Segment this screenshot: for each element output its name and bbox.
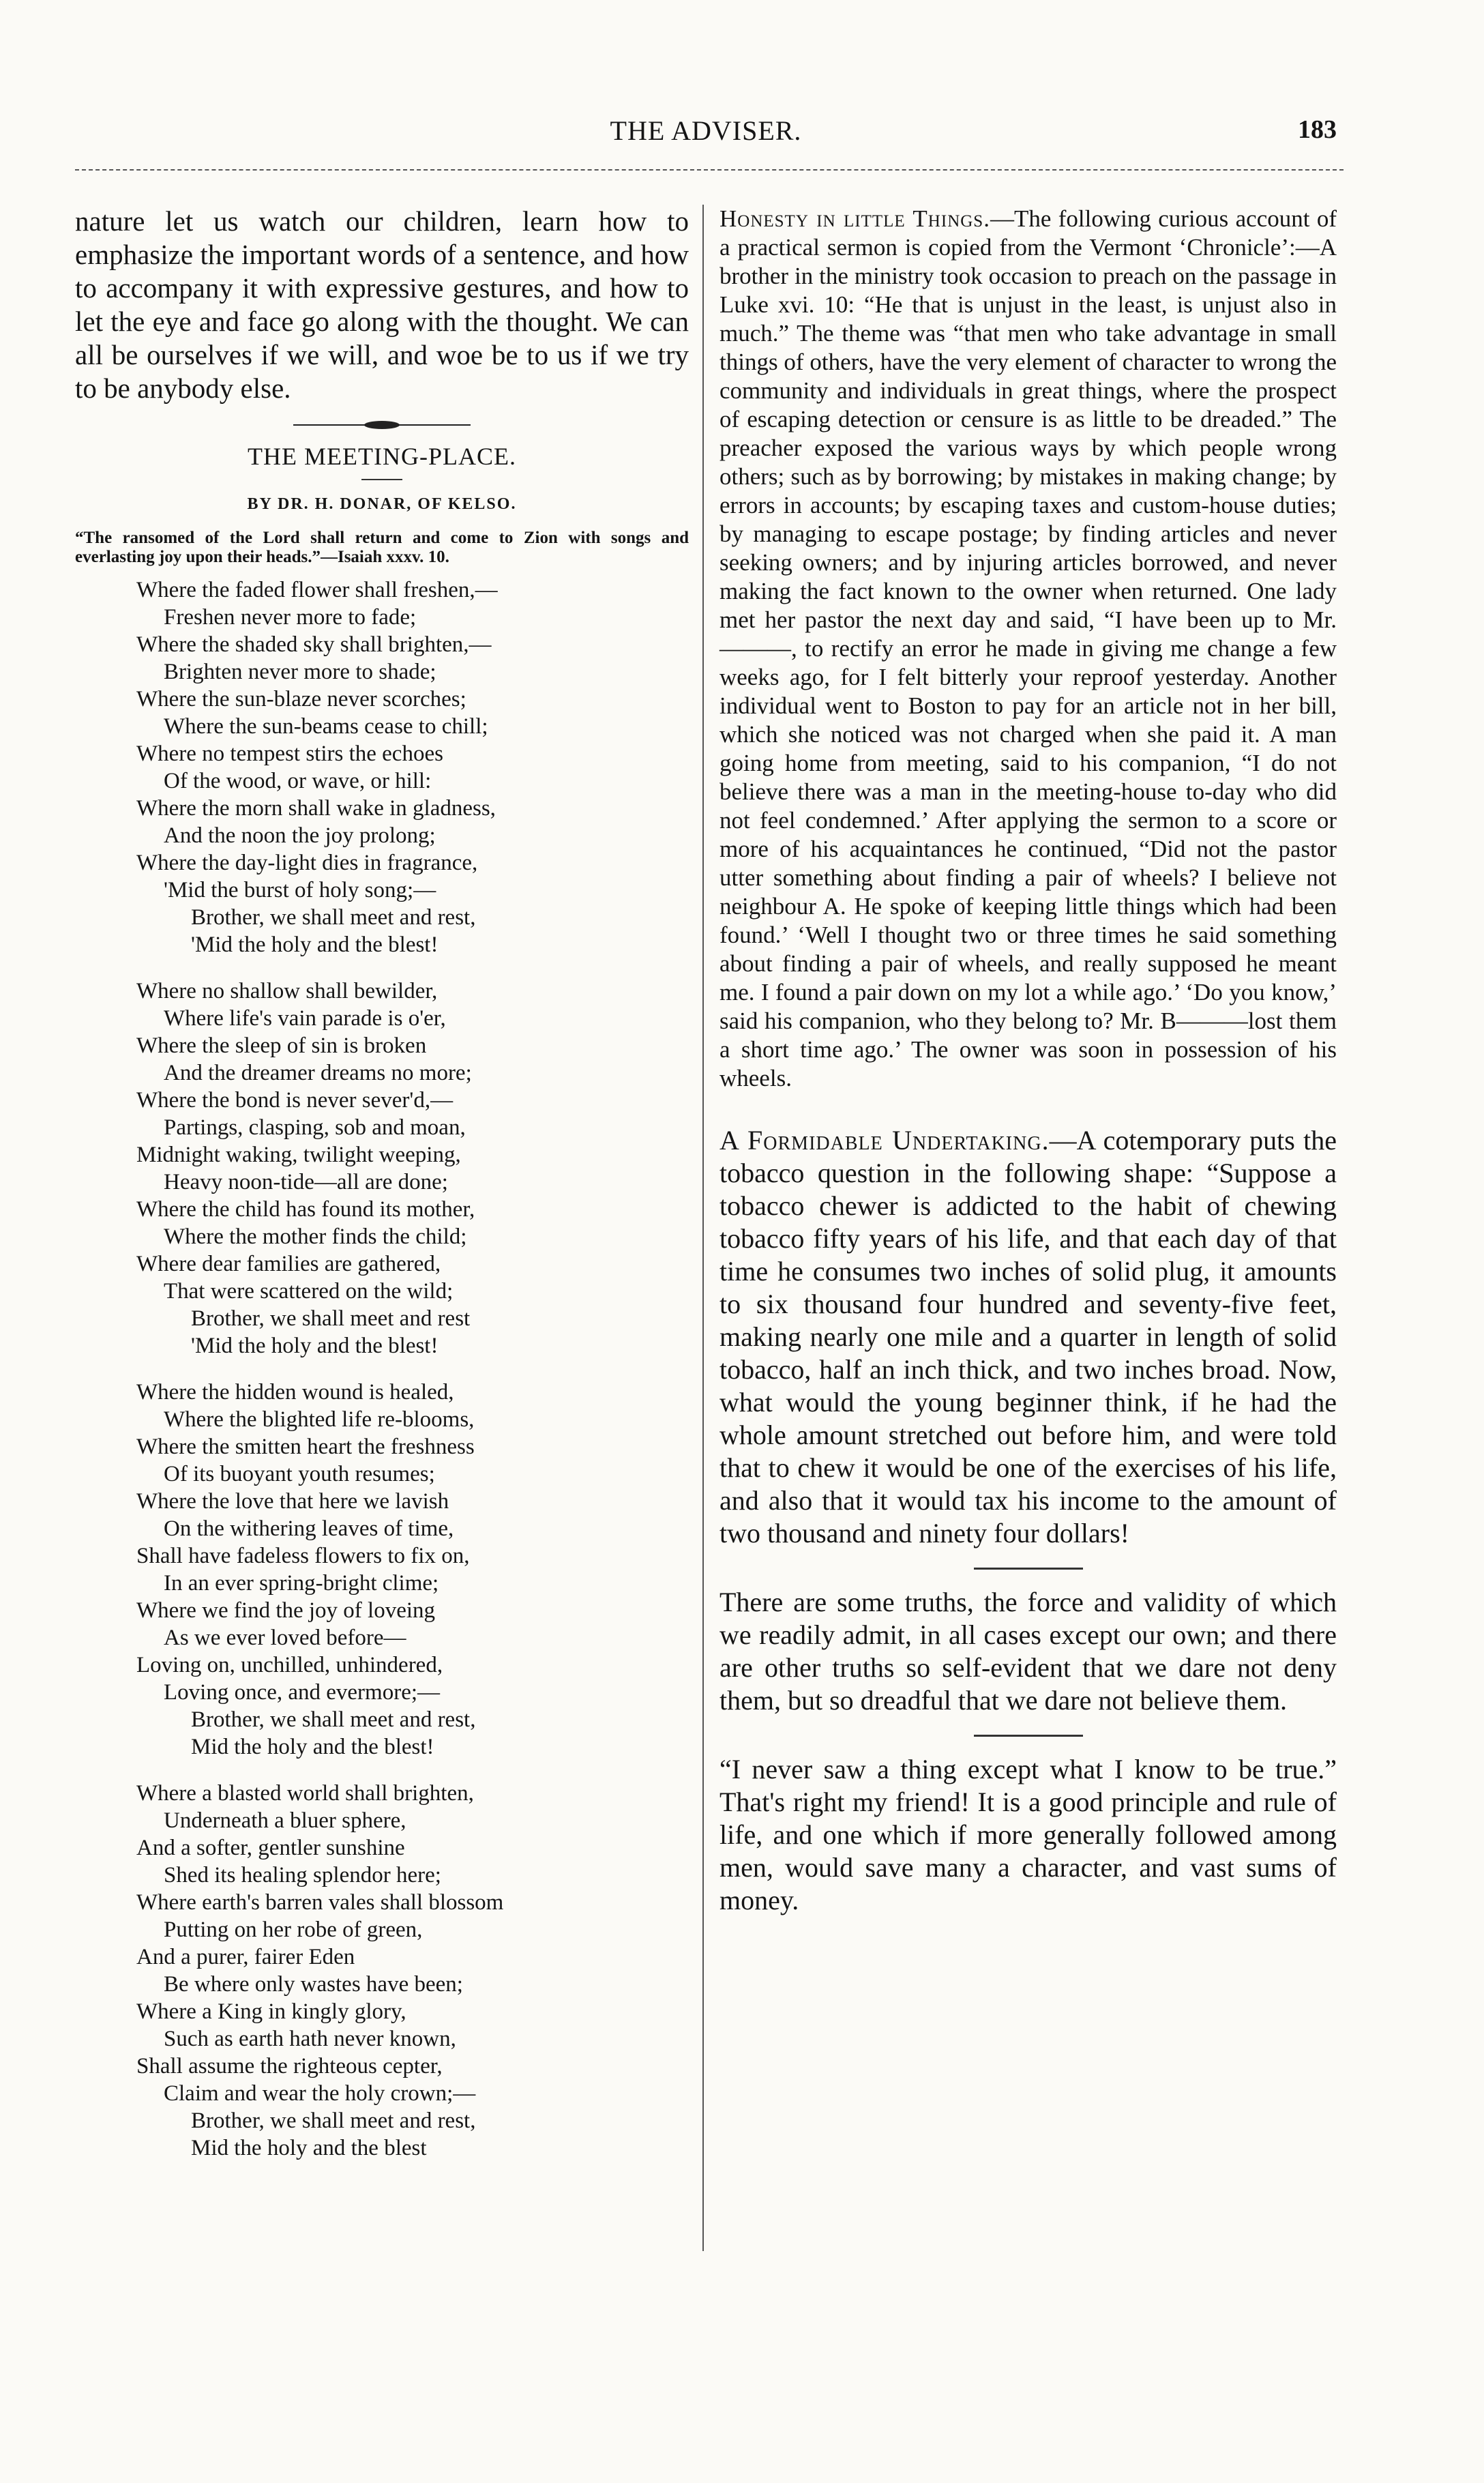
title-rule <box>361 479 402 480</box>
poem-line: Of its buoyant youth resumes; <box>164 1462 435 1486</box>
poem-line: Where the day-light dies in fragrance, <box>136 851 478 875</box>
poem-line: Where a blasted world shall brighten, <box>136 1781 474 1806</box>
column-divider <box>702 205 704 2251</box>
poem-line: Shed its healing splendor here; <box>164 1863 441 1887</box>
poem-line: Where life's vain parade is o'er, <box>164 1006 446 1031</box>
poem-stanza-2 <box>75 978 689 1360</box>
poem-refrain-line: 'Mid the holy and the blest! <box>191 1334 439 1358</box>
poem-line: Where the hidden wound is healed, <box>136 1380 454 1405</box>
poem-line: Where a King in kingly glory, <box>136 1999 406 2024</box>
poem-line: And the noon the joy prolong; <box>164 823 436 848</box>
poem-line: Where we find the joy of loveing <box>136 1598 436 1623</box>
poem-line: Where the sun-beams cease to chill; <box>164 714 488 739</box>
poem-line: Where the love that here we lavish <box>136 1489 449 1514</box>
poem-stanza-3 <box>75 1379 689 1761</box>
honesty-article <box>719 205 1337 1093</box>
poem-line: Where the sun-blaze never scorches; <box>136 687 466 711</box>
poem-line: Such as earth hath never known, <box>164 2027 456 2051</box>
poem-refrain-line: Mid the holy and the blest! <box>191 1735 434 1759</box>
ornament-divider <box>293 420 471 430</box>
poem-stanza-4 <box>75 1780 689 2162</box>
poem-line: Where earth's barren vales shall blossom <box>136 1890 504 1915</box>
poem-refrain-line: Mid the holy and the blest <box>191 2136 427 2160</box>
poem-line: Where the bond is never sever'd,— <box>136 1088 454 1113</box>
poem-line: Where the child has found its mother, <box>136 1197 475 1222</box>
poem-refrain-line: Brother, we shall meet and rest, <box>191 2109 476 2133</box>
poem-line: Claim and wear the holy crown;— <box>164 2081 476 2106</box>
poem-line: Where no shallow shall bewilder, <box>136 979 438 1003</box>
poem-line: Loving on, unchilled, unhindered, <box>136 1653 443 1677</box>
poem-line: And a softer, gentler sunshine <box>136 1836 405 1860</box>
poem-refrain-line: 'Mid the holy and the blest! <box>191 932 439 957</box>
poem-line: Where the sleep of sin is broken <box>136 1033 427 1058</box>
poem-line: Where the faded flower shall freshen,— <box>136 578 498 602</box>
poem-line: Where the mother finds the child; <box>164 1224 467 1249</box>
poem-line: On the withering leaves of time, <box>164 1516 454 1541</box>
poem-title: THE MEETING-PLACE. <box>248 443 516 470</box>
poem-line: And the dreamer dreams no more; <box>164 1061 472 1085</box>
poem-line: Shall assume the righteous cepter, <box>136 2054 443 2078</box>
poem-line: 'Mid the burst of holy song;— <box>164 878 436 902</box>
poem-line: Where the smitten heart the freshness <box>136 1435 475 1459</box>
poem-line: Heavy noon-tide—all are done; <box>164 1170 448 1194</box>
poem-line: Underneath a bluer sphere, <box>164 1808 406 1833</box>
poem-line: In an ever spring-bright clime; <box>164 1571 439 1596</box>
truths-paragraph: There are some truths, the force and validity of which we readily admit, in all cases except our own; and there are other truths so self-evident that we dare not deny them, but so dreadful that we dare not believe them. <box>719 1587 1337 1716</box>
section-rule <box>974 1568 1083 1570</box>
poem-line: Be where only wastes have been; <box>164 1972 463 1997</box>
poem-byline: BY DR. H. DONAR, OF KELSO. <box>247 495 517 513</box>
header-rule <box>75 169 1344 171</box>
poem-line: Loving once, and evermore;— <box>164 1680 441 1705</box>
poem-line: Where the blighted life re-blooms, <box>164 1407 475 1432</box>
poem-line: Partings, clasping, sob and moan, <box>164 1115 466 1140</box>
poem-refrain-line: Brother, we shall meet and rest, <box>191 905 476 930</box>
poem-line: Where the morn shall wake in gladness, <box>136 796 496 821</box>
page-number: 183 <box>1298 115 1337 144</box>
poem-stanza-1 <box>75 576 689 958</box>
running-header <box>75 115 1337 156</box>
left-column <box>75 205 689 2181</box>
poem-line: As we ever loved before— <box>164 1626 406 1650</box>
poem-line: Shall have fadeless flowers to fix on, <box>136 1544 470 1568</box>
poem-line: And a purer, fairer Eden <box>136 1945 355 1969</box>
article-heading: Honesty in little Things. <box>719 205 990 232</box>
poem-epigraph: “The ransomed of the Lord shall return and come to Zion with songs and everlasting joy upon their heads.”—Isaiah xxxv. 10. <box>75 529 689 566</box>
article-heading: A Formidable Undertaking. <box>719 1125 1050 1156</box>
section-rule <box>974 1735 1083 1737</box>
intro-paragraph: nature let us watch our children, learn how to emphasize the important words of a sentence, and how to accompany it with expressive gestures, and how to let the eye and face go along with the thought. We can all be ourselves if we will, and woe be to us if we try to be anybody else. <box>75 205 689 404</box>
never-saw-paragraph: “I never saw a thing except what I know to be true.” That's right my friend! It is a good principle and rule of life, and one which if more generally followed among men, would save many a character, and vast sums of money. <box>719 1754 1337 1915</box>
poem-line: Where the shaded sky shall brighten,— <box>136 632 492 657</box>
article-body: —A cotemporary puts the tobacco question in the following shape: “Suppose a tobacco chewer is addicted to the habit of chewing tobacco fifty years of his life, and that each day of that time he consumes two inches of solid plug, it amounts to six thousand four hundred and seventy-five feet, making nearly one mile and a quarter in length of solid tobacco, half an inch thick, and two inches broad. Now, what would the young beginner think, if he had the whole amount stretched out before him, and were told that to chew it would be one of the exercises of his life, and also that it would tax his income to the amount of two thousand and ninety four dollars! <box>719 1125 1337 1548</box>
poem-line: Midnight waking, twilight weeping, <box>136 1143 461 1167</box>
poem-line: Freshen never more to fade; <box>164 605 417 630</box>
poem-line: Putting on her robe of green, <box>164 1918 423 1942</box>
right-column <box>719 205 1337 1917</box>
poem-line: Where no tempest stirs the echoes <box>136 741 443 766</box>
poem-line: Brighten never more to shade; <box>164 660 436 684</box>
poem-refrain-line: Brother, we shall meet and rest, <box>191 1707 476 1732</box>
formidable-article <box>719 1124 1337 1550</box>
poem-line: Where dear families are gathered, <box>136 1252 441 1276</box>
running-title: THE ADVISER. <box>610 115 802 146</box>
poem-refrain-line: Brother, we shall meet and rest <box>191 1306 471 1331</box>
section-gap <box>719 1093 1337 1124</box>
article-body: —The following curious account of a practical sermon is copied from the Vermont ‘Chronicle’:—A brother in the ministry took occasion to preach on the passage in Luke xvi. 10: “He that is unjust in the least, is unjust also in much.” The theme was “that men who take advantage in small things of others, have the very element of character to wrong the community and individuals in great things, where the prospect of escaping detection or censure is as little to be dreaded.” The preacher exposed the various ways by which people wrong others; such as by borrowing; by mistakes in making change; by errors in accounts; by escaping taxes and custom-house duties; by managing to escape postage; by finding articles and never seeking owners; and by injuring articles borrowed, and never making the fact known to the owner when returned. One lady met her pastor the next day and said, “I have been up to Mr.———, to rectify an error he made in giving me change a few weeks ago, for I felt bitterly your reproof yesterday. Another individual went to Boston to pay for an article not in her bill, which she noticed was not charged when she paid it. A man going home from meeting, said to his companion, “I do not believe there was a man in the meeting-house to-day who did not feel condemned.’ After applying the sermon to a score or more of his acquaintances he continued, “Did not the pastor utter something about finding a pair of wheels? I believe not neighbour A. He spoke of keeping little things which had been found.’ ‘Well I thought two or three times he said something about finding a pair of wheels, and really supposed he meant me. I found a pair down on my lot a while ago.’ ‘Do you know,’ said his companion, who they belong to? Mr. B———lost them a short time ago.’ The owner was soon in possession of his wheels. <box>719 205 1337 1091</box>
poem-line: Of the wood, or wave, or hill: <box>164 769 432 793</box>
poem-line: That were scattered on the wild; <box>164 1279 454 1304</box>
